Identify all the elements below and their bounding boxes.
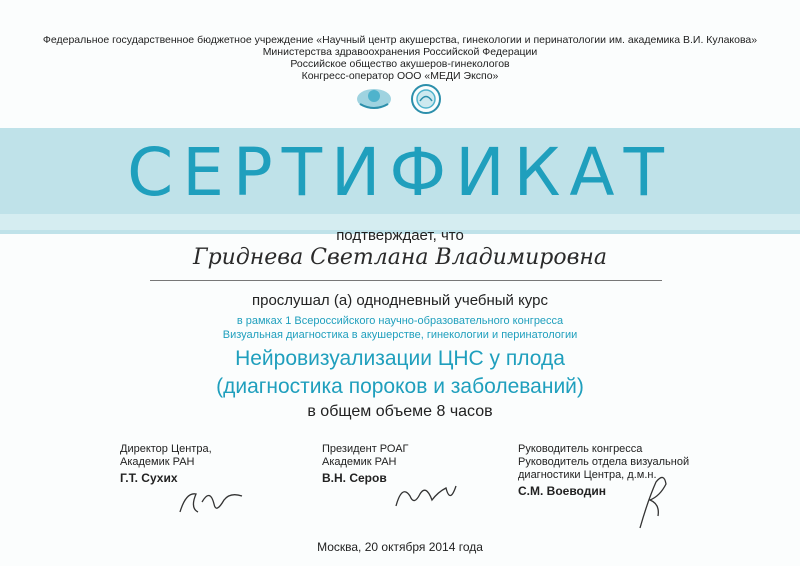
course-line: Нейровизуализации ЦНС у плода — [235, 347, 565, 370]
name-underline — [150, 280, 662, 281]
framework-line: Визуальная диагностика в акушерстве, гинекологии и перинатологии — [222, 329, 578, 341]
signatory-name: В.Н. Серов — [322, 471, 387, 485]
attended-text: прослушал (а) однодневный учебный курс — [252, 292, 548, 309]
signatory-title: Руководитель конгресса — [518, 443, 643, 455]
certificate-title: СЕРТИФИКАТ — [127, 134, 673, 211]
signature-serov — [390, 478, 460, 512]
center-logo-icon — [357, 89, 391, 109]
signatory-title: Академик РАН — [322, 456, 397, 468]
recipient-name: Гриднева Светлана Владимировна — [193, 245, 607, 270]
issuer-header — [0, 34, 800, 82]
course-title — [0, 345, 800, 401]
course-volume: в общем объеме 8 часов — [307, 403, 493, 420]
signatory-title: Президент РОАГ — [322, 443, 409, 455]
framework-text — [0, 314, 800, 342]
signatory-name: Г.Т. Сухих — [120, 471, 178, 485]
framework-line: в рамках 1 Всероссийского научно-образовательного конгресса — [236, 315, 564, 327]
course-line: (диагностика пороков и заболеваний) — [216, 375, 584, 398]
signatory-title: диагностики Центра, д.м.н. — [518, 469, 657, 481]
logos — [340, 82, 460, 116]
signatory-name: С.М. Воеводин — [518, 484, 606, 498]
place-date: Москва, 20 октября 2014 года — [317, 540, 483, 554]
header-line: Федеральное государственное бюджетное учреждение «Научный центр акушерства, гинекологии и перинатологии им. академика В.И. Кулакова» — [42, 34, 758, 46]
signatory-title: Руководитель отдела визуальной — [518, 456, 690, 468]
signatory-title: Директор Центра, — [120, 443, 212, 455]
signature-sukhikh — [176, 482, 246, 520]
confirms-text: подтверждает, что — [336, 227, 464, 244]
header-line: Конгресс-оператор ООО «МЕДИ Экспо» — [301, 70, 499, 82]
society-logo-icon — [412, 85, 440, 113]
header-line: Министерства здравоохранения Российской Федерации — [262, 46, 538, 58]
signatory-title: Академик РАН — [120, 456, 195, 468]
header-line: Российское общество акушеров-гинекологов — [290, 58, 510, 70]
signature-voevodin — [630, 470, 680, 532]
signatory-director — [120, 443, 212, 485]
